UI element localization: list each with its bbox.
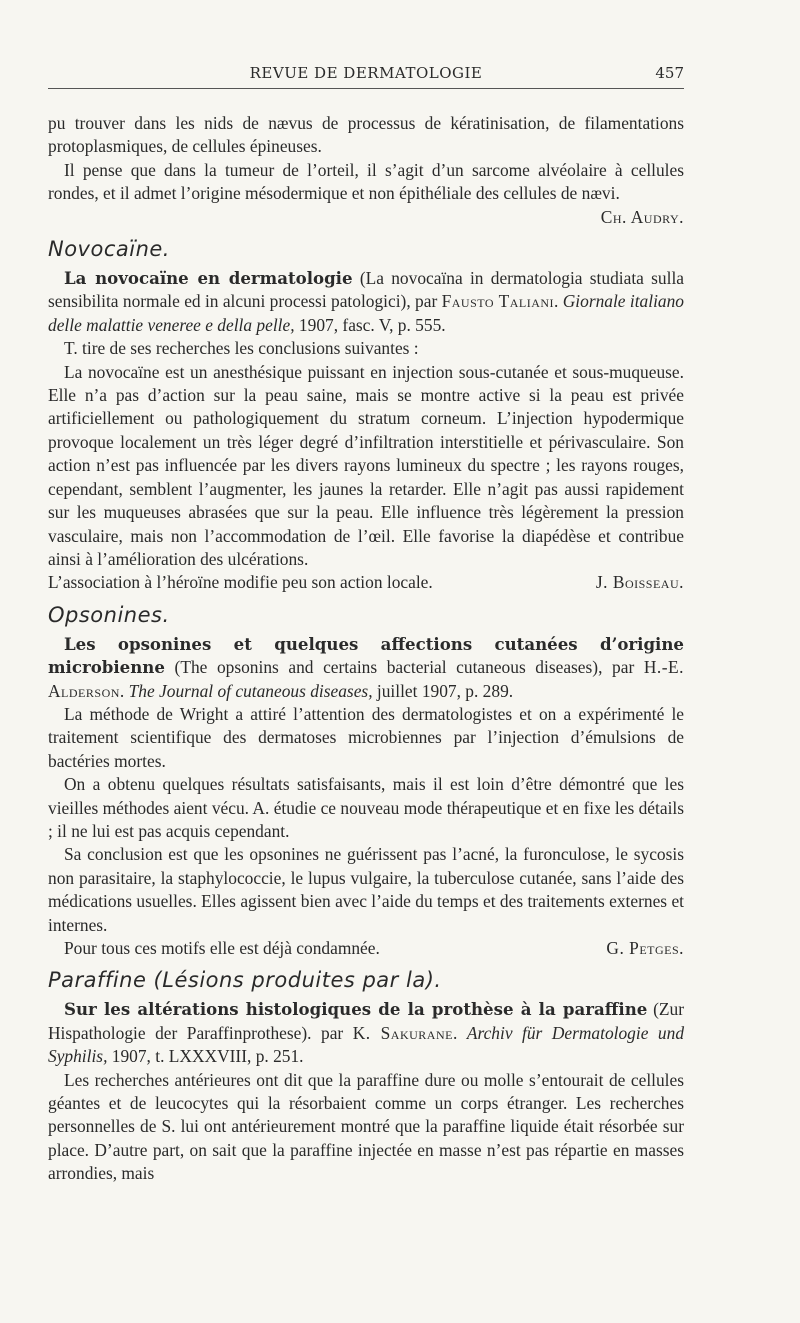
article-title: La novocaïne en dermatologie xyxy=(64,268,353,289)
article-citation: Sur les altérations histologiques de la prothèse à la paraffine (Zur Hispathologie der Paraffinprothese). par K. Sakurane. Archiv für Dermatologie und Syphilis, 1907, t. LXXXVIII, p. 251. xyxy=(48,999,685,1067)
article-title: Sur les altérations histologiques de la prothèse à la paraffine xyxy=(64,999,648,1020)
journal-name: The Journal of cutaneous diseases, xyxy=(128,680,373,701)
signature: J. Boisseau. xyxy=(595,572,684,593)
article-paragraph: Les recherches antérieures ont dit que la paraffine dure ou molle s’entourait de cellules géantes et de leucocytes qui la résorbaient comme un corps étranger. Les recherches personnelles de S. lui ont antérieurement montré que la paraffine liquide était résorbée sur place. D’autre part, on sait que la paraffine injectée en masse n’est pas répartie en masses arrondies, mais xyxy=(48,1069,684,1184)
page-body xyxy=(48,112,684,1186)
article-title: Les opsonines et quelques affections cutanées d’origine microbienne xyxy=(48,633,684,678)
article-paragraph: On a obtenu quelques résultats satisfaisants, mais il est loin d’être démontré que les vieilles méthodes aient vécu. A. étudie ce nouveau mode thérapeutique et en fixe les détails ; il ne lui est pas acquis cependant. xyxy=(48,774,684,841)
signature-line xyxy=(48,571,684,594)
article-author: Fausto Taliani xyxy=(441,291,555,312)
article-paragraph: Sa conclusion est que les opsonines ne guérissent pas l’acné, la furonculose, le sycosis non parasitaire, la staphylococcie, le lupus vulgaire, la tuberculose cutanée, sans l’aide des médications usuelles. Elles agissent bien avec l’aide du temps et des traitements externes et internes. xyxy=(48,844,684,935)
signature-line xyxy=(48,937,684,960)
signature: G. Petges. xyxy=(606,938,684,958)
header-rule xyxy=(48,88,684,89)
article-citation: Les opsonines et quelques affections cutanées d’origine microbienne (The opsonins and certains bacterial cutaneous diseases), par H.-E. Alderson. The Journal of cutaneous diseases, juillet 1907, p. 289. xyxy=(48,633,684,701)
journal-name: Archiv für Dermatologie und Syphilis, xyxy=(48,1022,685,1067)
signature: Ch. Audry. xyxy=(600,206,684,227)
section-heading: Opsonines. xyxy=(48,602,170,627)
article-citation: La novocaïne en dermatologie (La novocaïna in dermatologia studiata sulla sensibilita normale ed in alcuni processi patologici), par Fausto Taliani. Giornale italiano delle malattie veneree e della pelle, 1907, fasc. V, p. 555. xyxy=(48,268,685,335)
page-number: 457 xyxy=(655,64,684,82)
article-author: K. Sakurane xyxy=(352,1022,453,1043)
continuation-paragraph: Il pense que dans la tumeur de l’orteil, il s’agit d’un sarcome alvéolaire à cellules rondes, et il admet l’origine mésodermique et non épithéliale des cellules de nævi. xyxy=(48,159,684,204)
signature-line xyxy=(48,206,684,229)
section-heading: Novocaïne. xyxy=(48,237,170,262)
continuation-paragraph: pu trouver dans les nids de nævus de processus de kératinisation, de filamentations protoplasmiques, de cellules épineuses. xyxy=(48,113,684,157)
page-header xyxy=(48,64,684,94)
article-paragraph-end: Pour tous ces motifs elle est déjà condamnée. xyxy=(64,938,380,958)
section-heading: Paraffine (Lésions produites par la). xyxy=(48,968,442,993)
article-paragraph-end: L’association à l’héroïne modifie peu son action locale. xyxy=(48,572,433,593)
running-title: REVUE DE DERMATOLOGIE xyxy=(249,64,483,82)
article-paragraph: La méthode de Wright a attiré l’attention des dermatologistes et on a expérimenté le traitement scientifique des dermatoses microbiennes par l’injection d’émulsions de bactéries mortes. xyxy=(48,703,684,771)
article-author: H.-E. Alderson xyxy=(48,657,684,701)
article-paragraph: La novocaïne est un anesthésique puissant en injection sous-cutanée et sous-muqueuse. Elle n’a pas d’action sur la peau saine, mais se montre active si la peau est privée artificiellement ou pathologiquement du stratum corneum. L’injection hypodermique provoque localement un très léger degré d’infiltration interstitielle et périvasculaire. Son action n’est pas influencée par les divers rayons lumineux du spectre ; les rayons rouges, cependant, semblent l’augmenter, les jaunes la retarder. Elle n’agit pas aussi rapidement sur les muqueuses abrasées que sur la peau. Elle influence très légèrement la pression vasculaire, mais non l’accommodation de l’œil. Elle favorise la diapédèse et contribue ainsi à l’amélioration des ulcérations. xyxy=(48,361,684,569)
article-paragraph: T. tire de ses recherches les conclusions suivantes : xyxy=(64,338,419,359)
journal-name: Giornale italiano delle malattie veneree e della pelle, xyxy=(48,291,684,335)
